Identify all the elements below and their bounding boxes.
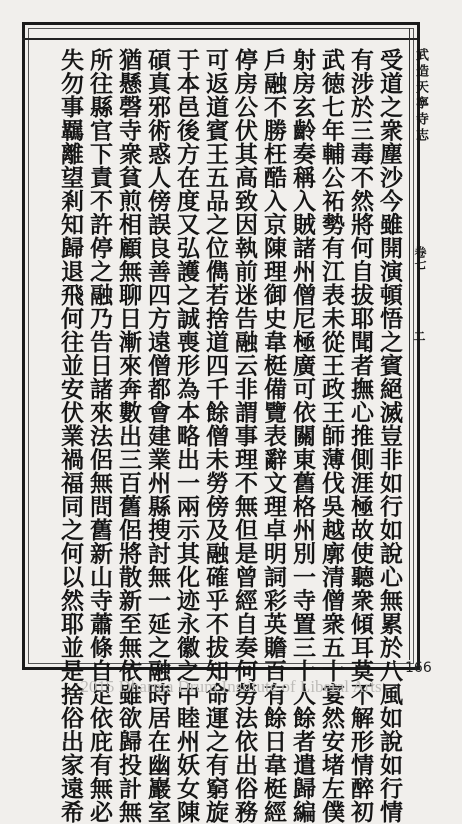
text-column-4: 射房玄齡奏稱入賊諸州僧尼極廣可依關東舊格州別一寺置三十人餘者遣歸編 (289, 48, 316, 824)
top-rule (22, 38, 417, 40)
text-column-12: 失勿事羈離望剎知歸退飛何往並安伏業禍福同之何以然耶並是捨俗出家遠希 (57, 48, 84, 824)
text-column-10: 猶懸磬寺衆貧煎相顧無聊日漸來奔數出三百舊侶將散新至無依雖欲歸投計無 (115, 48, 142, 824)
text-column-1: 受道之衆塵沙今雖開演頓悟之賓絕滅豈非如行如說心無累於八風如說如行情 (376, 48, 403, 824)
text-column-9: 碩真邪術惑人傍誤良善四方遠僧都會建業州縣搜討無一延之融時居在幽巖室 (144, 48, 171, 824)
text-column-5: 戶融不勝枉酷入京陳理御史韋梃備覽表辭文理卓明詞彩英贍百有餘日韋梃經 (260, 48, 287, 824)
text-column-2: 有涉於三毒不然將何自拔耶聞者撫心推側涯極故使聽衆傾耳莫不解形情醉初 (347, 48, 374, 824)
margin-volume-label: 卷七 (413, 246, 427, 270)
text-column-6: 停房公伏其高致因執前迷告融云非謂事理不無但是曾經自奏何勞法依出俗務 (231, 48, 258, 824)
text-column-3: 武徳七年輔公祏勢有江表未從王政王師薄伐吳越廓清僧衆五十宴然安堵左僕 (318, 48, 345, 824)
text-column-8: 于本邑後方在度又弘護之誠喪形為本略出一兩示其化迹永徽之中睦州妖女陳 (173, 48, 200, 824)
copyright-watermark: 2015 Dharma Drum Institute of Liberal Arts (80, 677, 382, 696)
text-column-7: 可返道賓王五品之位儁若捨道四千餘僧未勞傍及融確乎不拔知命運之有窮旋 (202, 48, 229, 824)
text-column-11: 所往縣官下責不許停之融乃告日諸來法侶無問舊新山寺蕭條自足依庇有無必 (86, 48, 113, 824)
margin-book-title: 武造天寧寺志 (413, 48, 428, 144)
page-number: 166 (405, 660, 432, 676)
margin-leaf-number: 二 (412, 330, 426, 342)
